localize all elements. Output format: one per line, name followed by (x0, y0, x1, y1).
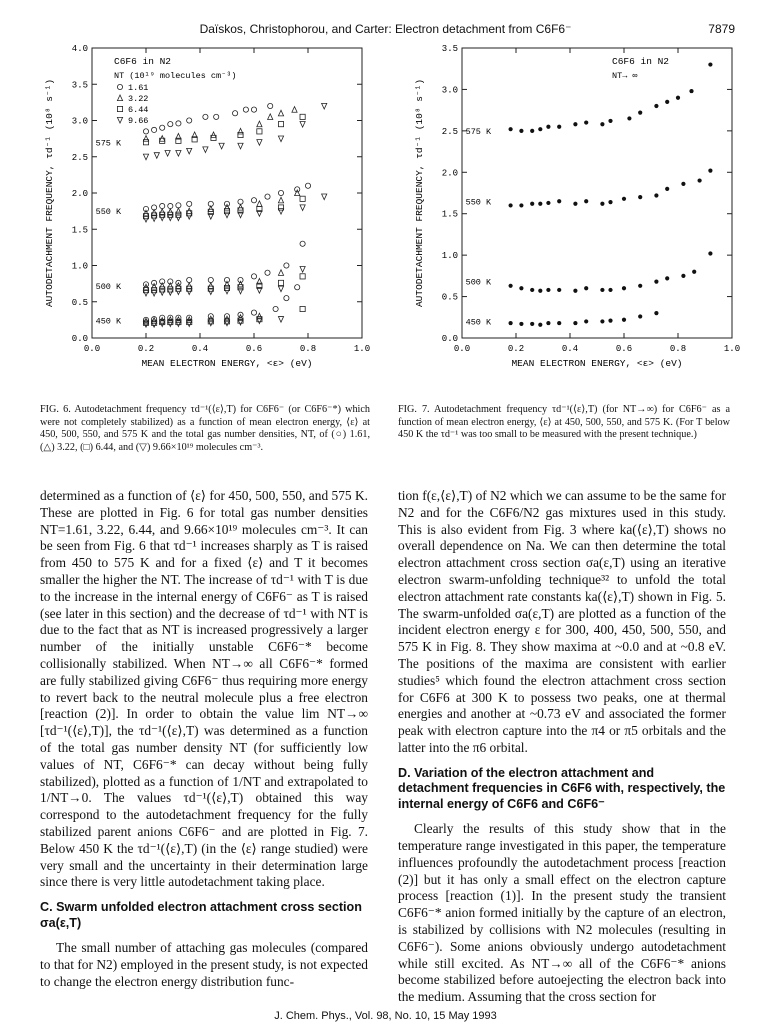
data-point (278, 280, 283, 285)
data-point (257, 121, 262, 127)
y-tick-label: 1.0 (71, 261, 88, 272)
data-point (208, 283, 213, 289)
y-axis-label: AUTODETACHMENT FREQUENCY, τd⁻¹ (10⁸ s⁻¹) (44, 78, 55, 308)
x-tick-label: 1.0 (723, 344, 741, 354)
data-point (676, 96, 680, 100)
data-point (300, 114, 305, 119)
paragraph: Clearly the results of this study show that in the temperature range investigated in this paper, the temperature influences profoundly the autodetachment process [reaction (2)] but it has only a small effect on the electron capture process [reaction (1)]. In the present study the transient C6F6⁻* anion formed initially by the capture of an electron, is stabilized by collisions with N2 molecules (resulting in C6F6⁻). Some anions obviously undergo autodetachment while still excited. As NT→∞ all of the C6F6⁻* anions become stabilized before autoejecting the electron back into the medium. Assuming that the cross section for (398, 821, 726, 1005)
data-point (224, 212, 229, 218)
data-point (300, 196, 305, 201)
data-point (187, 289, 192, 295)
data-point (692, 270, 696, 274)
temperature-label: 550 K (465, 197, 492, 208)
x-tick-label: 0.8 (669, 344, 687, 354)
data-point (622, 318, 626, 322)
data-point (187, 214, 192, 220)
x-tick-label: 0.0 (83, 344, 101, 354)
data-point (600, 288, 604, 292)
data-point (519, 286, 523, 290)
data-point (557, 321, 561, 325)
data-point (219, 143, 224, 149)
data-point (530, 288, 534, 292)
data-point (708, 62, 712, 66)
data-point (584, 319, 588, 323)
data-point (154, 153, 159, 159)
x-tick-label: 0.8 (299, 344, 317, 354)
data-point (257, 140, 262, 146)
paragraph: The small number of attaching gas molecules (compared to that for N2) employed in the present study, is not expected to change the electron energy distribution func- (40, 940, 368, 989)
data-point (322, 194, 327, 200)
data-point (322, 103, 327, 109)
data-point (143, 290, 148, 296)
data-point (168, 321, 173, 327)
data-point (284, 296, 289, 301)
x-tick-label: 0.2 (507, 344, 525, 354)
data-point (681, 182, 685, 186)
data-point (509, 203, 513, 207)
data-point (278, 136, 283, 142)
data-point (176, 208, 181, 214)
data-point (176, 151, 181, 157)
data-point (584, 199, 588, 203)
y-tick-label: 2.5 (441, 126, 458, 137)
data-point (278, 110, 283, 116)
data-point (176, 321, 181, 327)
data-point (546, 321, 550, 325)
data-point (278, 317, 283, 323)
y-tick-label: 3.0 (71, 116, 88, 127)
y-tick-label: 0.0 (441, 334, 458, 344)
data-point (608, 200, 612, 204)
data-point (238, 128, 243, 134)
x-axis-label: MEAN ELECTRON ENERGY, <ε> (eV) (511, 358, 683, 369)
legend-entry: 9.66 (128, 116, 149, 126)
journal-citation: J. Chem. Phys., Vol. 98, No. 10, 15 May 1993 (274, 1010, 497, 1022)
data-point (278, 190, 283, 195)
temperature-label: 450 K (465, 317, 492, 328)
data-point (152, 210, 157, 216)
data-point (187, 283, 192, 289)
data-point (176, 289, 181, 295)
data-point (160, 290, 165, 296)
data-point (538, 323, 542, 327)
data-point (168, 203, 173, 208)
data-point (608, 319, 612, 323)
data-point (265, 270, 270, 275)
data-point (165, 151, 170, 157)
data-point (211, 132, 216, 138)
data-point (278, 209, 283, 215)
data-point (214, 114, 219, 119)
y-tick-label: 2.0 (441, 168, 458, 179)
figure-7-chart (400, 40, 748, 385)
data-point (224, 320, 229, 326)
data-point (257, 129, 262, 134)
y-tick-label: 3.5 (71, 80, 88, 91)
data-point (665, 276, 669, 280)
data-point (584, 120, 588, 124)
data-point (233, 111, 238, 116)
data-point (519, 129, 523, 133)
legend-marker (117, 106, 122, 111)
y-tick-label: 4.0 (71, 44, 88, 54)
data-point (152, 290, 157, 296)
data-point (238, 288, 243, 294)
data-point (638, 284, 642, 288)
y-tick-label: 1.0 (441, 251, 458, 262)
temperature-label: 550 K (95, 207, 122, 218)
data-point (708, 169, 712, 173)
data-point (168, 122, 173, 127)
x-tick-label: 0.0 (453, 344, 471, 354)
data-point (300, 267, 305, 273)
data-point (168, 209, 173, 215)
data-point (300, 274, 305, 279)
data-point (538, 289, 542, 293)
y-tick-label: 2.0 (71, 189, 88, 199)
data-point (608, 119, 612, 123)
temperature-label: 450 K (95, 316, 122, 327)
data-point (627, 116, 631, 120)
data-point (187, 277, 192, 282)
figure-6-caption: FIG. 6. Autodetachment frequency τd⁻¹(⟨ε⟩,T) for C6F6⁻ (or C6F6⁻*) which were not completely stabilized) as a function of mean electron energy, ⟨ε⟩ at 450, 500, 550, and 575 K and the total gas number densities, NT, of (○) 1.61, (△) 3.22, (□) 6.44, and (▽) 9.66×10¹⁹ molecules cm⁻³. (40, 404, 370, 453)
y-tick-label: 3.0 (441, 85, 458, 96)
data-point (600, 319, 604, 323)
data-point (176, 203, 181, 208)
data-point (187, 118, 192, 123)
data-point (698, 178, 702, 182)
x-tick-label: 0.6 (615, 344, 633, 354)
data-point (238, 143, 243, 149)
x-tick-label: 0.6 (245, 344, 263, 354)
legend-entry: 6.44 (128, 105, 149, 115)
data-point (681, 274, 685, 278)
data-point (152, 216, 157, 222)
data-point (152, 127, 157, 132)
data-point (654, 193, 658, 197)
legend-marker (117, 117, 122, 123)
temperature-label: 575 K (465, 126, 492, 137)
data-point (557, 288, 561, 292)
data-point (622, 197, 626, 201)
temperature-label: 500 K (95, 281, 122, 292)
data-point (152, 322, 157, 328)
temperature-label: 500 K (465, 277, 492, 288)
data-point (622, 286, 626, 290)
data-point (573, 321, 577, 325)
data-point (160, 215, 165, 221)
data-point (143, 136, 148, 142)
data-point (257, 201, 262, 207)
data-point (654, 104, 658, 108)
data-point (278, 122, 283, 127)
data-point (243, 107, 248, 112)
data-point (300, 306, 305, 311)
temperature-label: 575 K (95, 138, 122, 149)
y-tick-label: 1.5 (71, 225, 88, 236)
legend-subtitle: NT→ ∞ (612, 71, 638, 81)
data-point (238, 199, 243, 204)
data-point (273, 306, 278, 311)
x-tick-label: 0.4 (561, 344, 579, 354)
data-point (187, 321, 192, 327)
data-point (300, 122, 305, 128)
right-column (398, 488, 726, 1006)
x-tick-label: 0.4 (191, 344, 209, 354)
data-point (208, 320, 213, 326)
data-point (546, 125, 550, 129)
data-point (187, 201, 192, 206)
data-point (654, 280, 658, 284)
section-heading-d: D. Variation of the electron attachment and detachment frequencies in C6F6 with, respectively, the internal energy of C6F6 and C6F6⁻ (398, 765, 726, 811)
data-point (278, 197, 283, 203)
y-tick-label: 3.5 (441, 44, 458, 54)
data-point (176, 215, 181, 221)
paragraph: determined as a function of ⟨ε⟩ for 450, 500, 550, and 575 K. These are plotted in Fig. 6 for total gas number densities NT=1.61, 3.22, 6.44, and 9.66×10¹⁹ molecules cm⁻³. It can be seen from Fig. 6 that τd⁻¹ increases sharply as T is raised from 450 to 575 K and for a fixed ⟨ε⟩ and T it becomes smaller the higher the NT. The increase of τd⁻¹ with T is due to the increase in the internal energy of C6F6⁻ as T is raised (see later in this section) and the decrease of τd⁻¹ with NT is due to the fact that as NT is increased progressively a larger number of the initially unstable C6F6⁻* become collisionally stabilized. When NT→∞ all C6F6⁻* formed are fully stabilized giving C6F6⁻ thus requiring more energy to revert back to the neutral molecule plus a free electron [reaction (2)]. In order to obtain the value lim NT→∞ [τd⁻¹(⟨ε⟩,T)], the τd⁻¹(⟨ε⟩,T) was determined as a function of the total gas number density NT (for sufficiently low values of NT, C6F6⁻* can decay without being fully stabilized), plotted as a function of 1/NT and extrapolated to 1/NT→0. The values τd⁻¹(⟨ε⟩,T) obtained this way correspond to the autodetachment frequency for the fully stabilized parent anions C6F6⁻ and are plotted in Fig. 7. Below 450 K the τd⁻¹(⟨ε⟩,T) (in the ⟨ε⟩ range studied) were very small and the uncertainty in their determination large since there is very little autodetachment taking place. (40, 488, 368, 890)
data-point (546, 288, 550, 292)
data-point (689, 89, 693, 93)
left-column (40, 488, 368, 991)
data-point (305, 183, 310, 188)
figure-7-caption: FIG. 7. Autodetachment frequency τd⁻¹(⟨ε⟩,T) (for NT→∞) for C6F6⁻ as a function of mean electron energy, ⟨ε⟩ at 450, 500, 550, and 575 K. (For T below 450 K the τd⁻¹ was too small to be measured with the present technique.) (398, 404, 730, 441)
data-point (557, 125, 561, 129)
data-point (168, 215, 173, 221)
data-point (238, 205, 243, 211)
data-point (292, 107, 297, 113)
data-point (208, 277, 213, 282)
data-point (203, 147, 208, 153)
paragraph: tion f(ε,⟨ε⟩,T) of N2 which we can assume to be the same for N2 and for the C6F6/N2 gas mixtures used in this study. This is also evident from Fig. 3 where ka(⟨ε⟩,T) shows no overall dependence on Na. We can then determine the total electron attachment cross section σa(ε,T) using an iterative electron swarm-unfolding technique³² to unfold the total electron attachment rate constants ka(⟨ε⟩,T) shown in Fig. 5. The swarm-unfolded σa(ε,T) are plotted as a function of the incident electron energy ε for 300, 400, 450, 500, 550, and 575 K in Fig. 8. They show maxima at ~0.0 and at ~0.8 eV. The positions of the maxima are consistent with earlier studies⁵ which found the electron attachment cross section for C6F6 at 300 K to possess two peaks, one at thermal energies and another at ~0.73 eV and associated the former peak with electron capture into the π4 or π5 orbitals and the latter into the π6 orbital. (398, 488, 726, 755)
data-point (251, 198, 256, 203)
data-point (509, 321, 513, 325)
y-axis-label: AUTODETACHMENT FREQUENCY, τd⁻¹ (10⁸ s⁻¹) (414, 78, 425, 308)
data-point (143, 217, 148, 223)
y-tick-label: 2.5 (71, 152, 88, 163)
data-point (143, 154, 148, 160)
data-point (573, 202, 577, 206)
data-point (278, 270, 283, 276)
data-point (284, 263, 289, 268)
data-point (300, 241, 305, 246)
y-tick-label: 0.5 (441, 292, 458, 303)
data-point (208, 289, 213, 295)
data-point (638, 314, 642, 318)
data-point (187, 148, 192, 154)
data-point (509, 127, 513, 131)
data-point (176, 121, 181, 126)
data-point (251, 310, 256, 315)
x-tick-label: 1.0 (353, 344, 371, 354)
page-number: 7879 (708, 22, 735, 36)
data-point (168, 290, 173, 296)
legend-marker (117, 84, 122, 89)
data-point (160, 125, 165, 130)
data-point (519, 203, 523, 207)
data-point (530, 322, 534, 326)
legend-entry: 3.22 (128, 94, 149, 104)
data-point (160, 203, 165, 208)
section-heading-c: C. Swarm unfolded electron attachment cross section σa(ε,T) (40, 900, 362, 930)
figure-6-chart (30, 40, 378, 385)
data-point (160, 209, 165, 215)
data-point (208, 206, 213, 212)
data-point (538, 202, 542, 206)
x-axis-label: MEAN ELECTRON ENERGY, <ε> (eV) (141, 358, 313, 369)
data-point (557, 199, 561, 203)
data-point (278, 286, 283, 292)
data-point (573, 122, 577, 126)
legend-title: C6F6 in N2 (114, 56, 172, 67)
legend-marker (117, 95, 122, 101)
y-tick-label: 0.0 (71, 334, 88, 344)
data-point (546, 201, 550, 205)
data-point (160, 321, 165, 327)
data-point (530, 202, 534, 206)
data-point (519, 322, 523, 326)
data-point (268, 103, 273, 108)
data-point (530, 129, 534, 133)
data-point (638, 195, 642, 199)
data-point (143, 129, 148, 134)
legend-subtitle: NT (10¹⁹ molecules cm⁻³) (114, 71, 237, 81)
data-point (600, 122, 604, 126)
data-point (654, 311, 658, 315)
y-tick-label: 1.5 (441, 209, 458, 220)
data-point (638, 111, 642, 115)
x-tick-label: 0.2 (137, 344, 155, 354)
data-point (268, 114, 273, 120)
data-point (300, 205, 305, 211)
data-point (538, 127, 542, 131)
data-point (509, 284, 513, 288)
data-point (600, 202, 604, 206)
data-point (224, 288, 229, 294)
data-point (665, 100, 669, 104)
y-tick-label: 0.5 (71, 297, 88, 308)
data-point (251, 274, 256, 279)
data-point (708, 251, 712, 255)
data-point (573, 289, 577, 293)
data-point (265, 194, 270, 199)
data-point (665, 187, 669, 191)
data-point (295, 285, 300, 290)
data-point (608, 288, 612, 292)
data-point (251, 107, 256, 112)
running-title: Daïskos, Christophorou, and Carter: Electron detachment from C6F6⁻ (199, 22, 572, 36)
legend-title: C6F6 in N2 (612, 56, 670, 67)
data-point (203, 114, 208, 119)
legend-entry: 1.61 (128, 83, 149, 93)
data-point (584, 286, 588, 290)
